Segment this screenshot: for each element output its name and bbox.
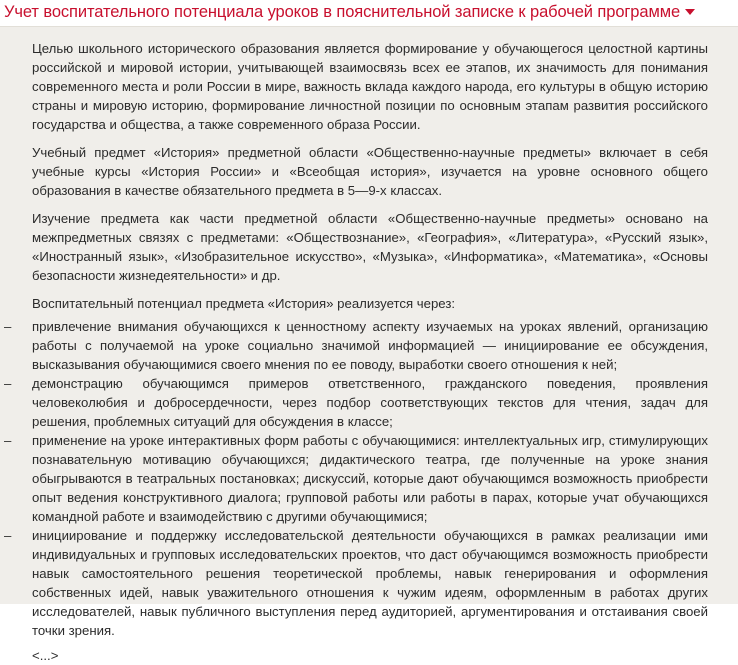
explanatory-note-text (4, 39, 708, 665)
list-item-text: инициирование и поддержку исследовательской деятельности обучающихся в рамках реализации ими индивидуальных и групповых исследовательских проектов, что даст обучающимся возможность приобрести навык самостоятельного решения теоретической проблемы, навык генерирования и оформления собственных идей, навык уважительного отношения к чужим идеям, оформленным в работах других исследователей, навык публичного выступления перед аудиторией, аргументирования и отстаивания своей точки зрения. (32, 528, 708, 638)
list-item (4, 374, 708, 431)
section-title[interactable] (4, 3, 695, 22)
dash-marker: – (4, 319, 12, 334)
list-item-text: демонстрацию обучающимся примеров ответственного, гражданского поведения, проявления человеколюбия и добросердечности, через подбор соответствующих текстов для чтения, задач для решения, проблемных ситуаций для обсуждения в классе; (32, 376, 708, 429)
list-item (4, 526, 708, 640)
chevron-down-icon[interactable] (685, 9, 695, 15)
potential-list (4, 317, 708, 640)
dash-marker: – (4, 376, 12, 391)
dash-marker: – (4, 433, 12, 448)
paragraph-goal: Целью школьного исторического образования является формирование у обучающегося целостной картины российской и мировой истории, учитывающей взаимосвязь всех ее этапов, их значимость для понимания современного места и роли России в мире, важность вклада каждого народа, его культуры в общую историю страны и мировую историю, формирование личностной позиции по основным этапам развития российского государства и общества, а также современного образа России. (32, 41, 708, 132)
paragraph-interdisciplinary: Изучение предмета как части предметной области «Общественно-научные предметы» основано на межпредметных связях с предметами: «Обществознание», «География», «Литература», «Русский язык», «Иностранный язык», «Изобразительное искусство», «Музыка», «Информатика», «Математика», «Основы безопасности жизнедеятельности» и др. (32, 211, 708, 283)
paragraph-potential-intro: Воспитательный потенциал предмета «История» реализуется через: (32, 296, 456, 311)
list-item-text: привлечение внимания обучающихся к ценностному аспекту изучаемых на уроках явлений, организацию работы с получаемой на уроке социально значимой информацией — инициирование ее обсуждения, высказывания обучающимися своего мнения по ее поводу, выработки своего отношения к ней; (32, 319, 708, 372)
paragraph-subject: Учебный предмет «История» предметной области «Общественно-научные предметы» включает в себя учебные курсы «История России» и «Всеобщая история», изучается на уровне основного общего образования в качестве обязательного предмета в 5—9-х классах. (32, 145, 708, 198)
content-panel (0, 26, 738, 663)
list-item (4, 431, 708, 526)
section-header[interactable] (0, 0, 738, 26)
list-item (4, 317, 708, 374)
section-title-text: Учет воспитательного потенциала уроков в пояснительной записке к рабочей программе (4, 3, 681, 21)
omission-marker: <...> (32, 648, 59, 663)
list-item-text: применение на уроке интерактивных форм работы с обучающимися: интеллектуальных игр, стимулирующих познавательную мотивацию обучающихся; дидактического театра, где полученные на уроке знания обыгрываются в театральных постановках; дискуссий, которые дают обучающимся возможность приобрести опыт ведения конструктивного диалога; групповой работы или работы в парах, которые учат обучающихся командной работе и взаимодействию с другими обучающимися; (32, 433, 708, 524)
dash-marker: – (4, 528, 12, 543)
